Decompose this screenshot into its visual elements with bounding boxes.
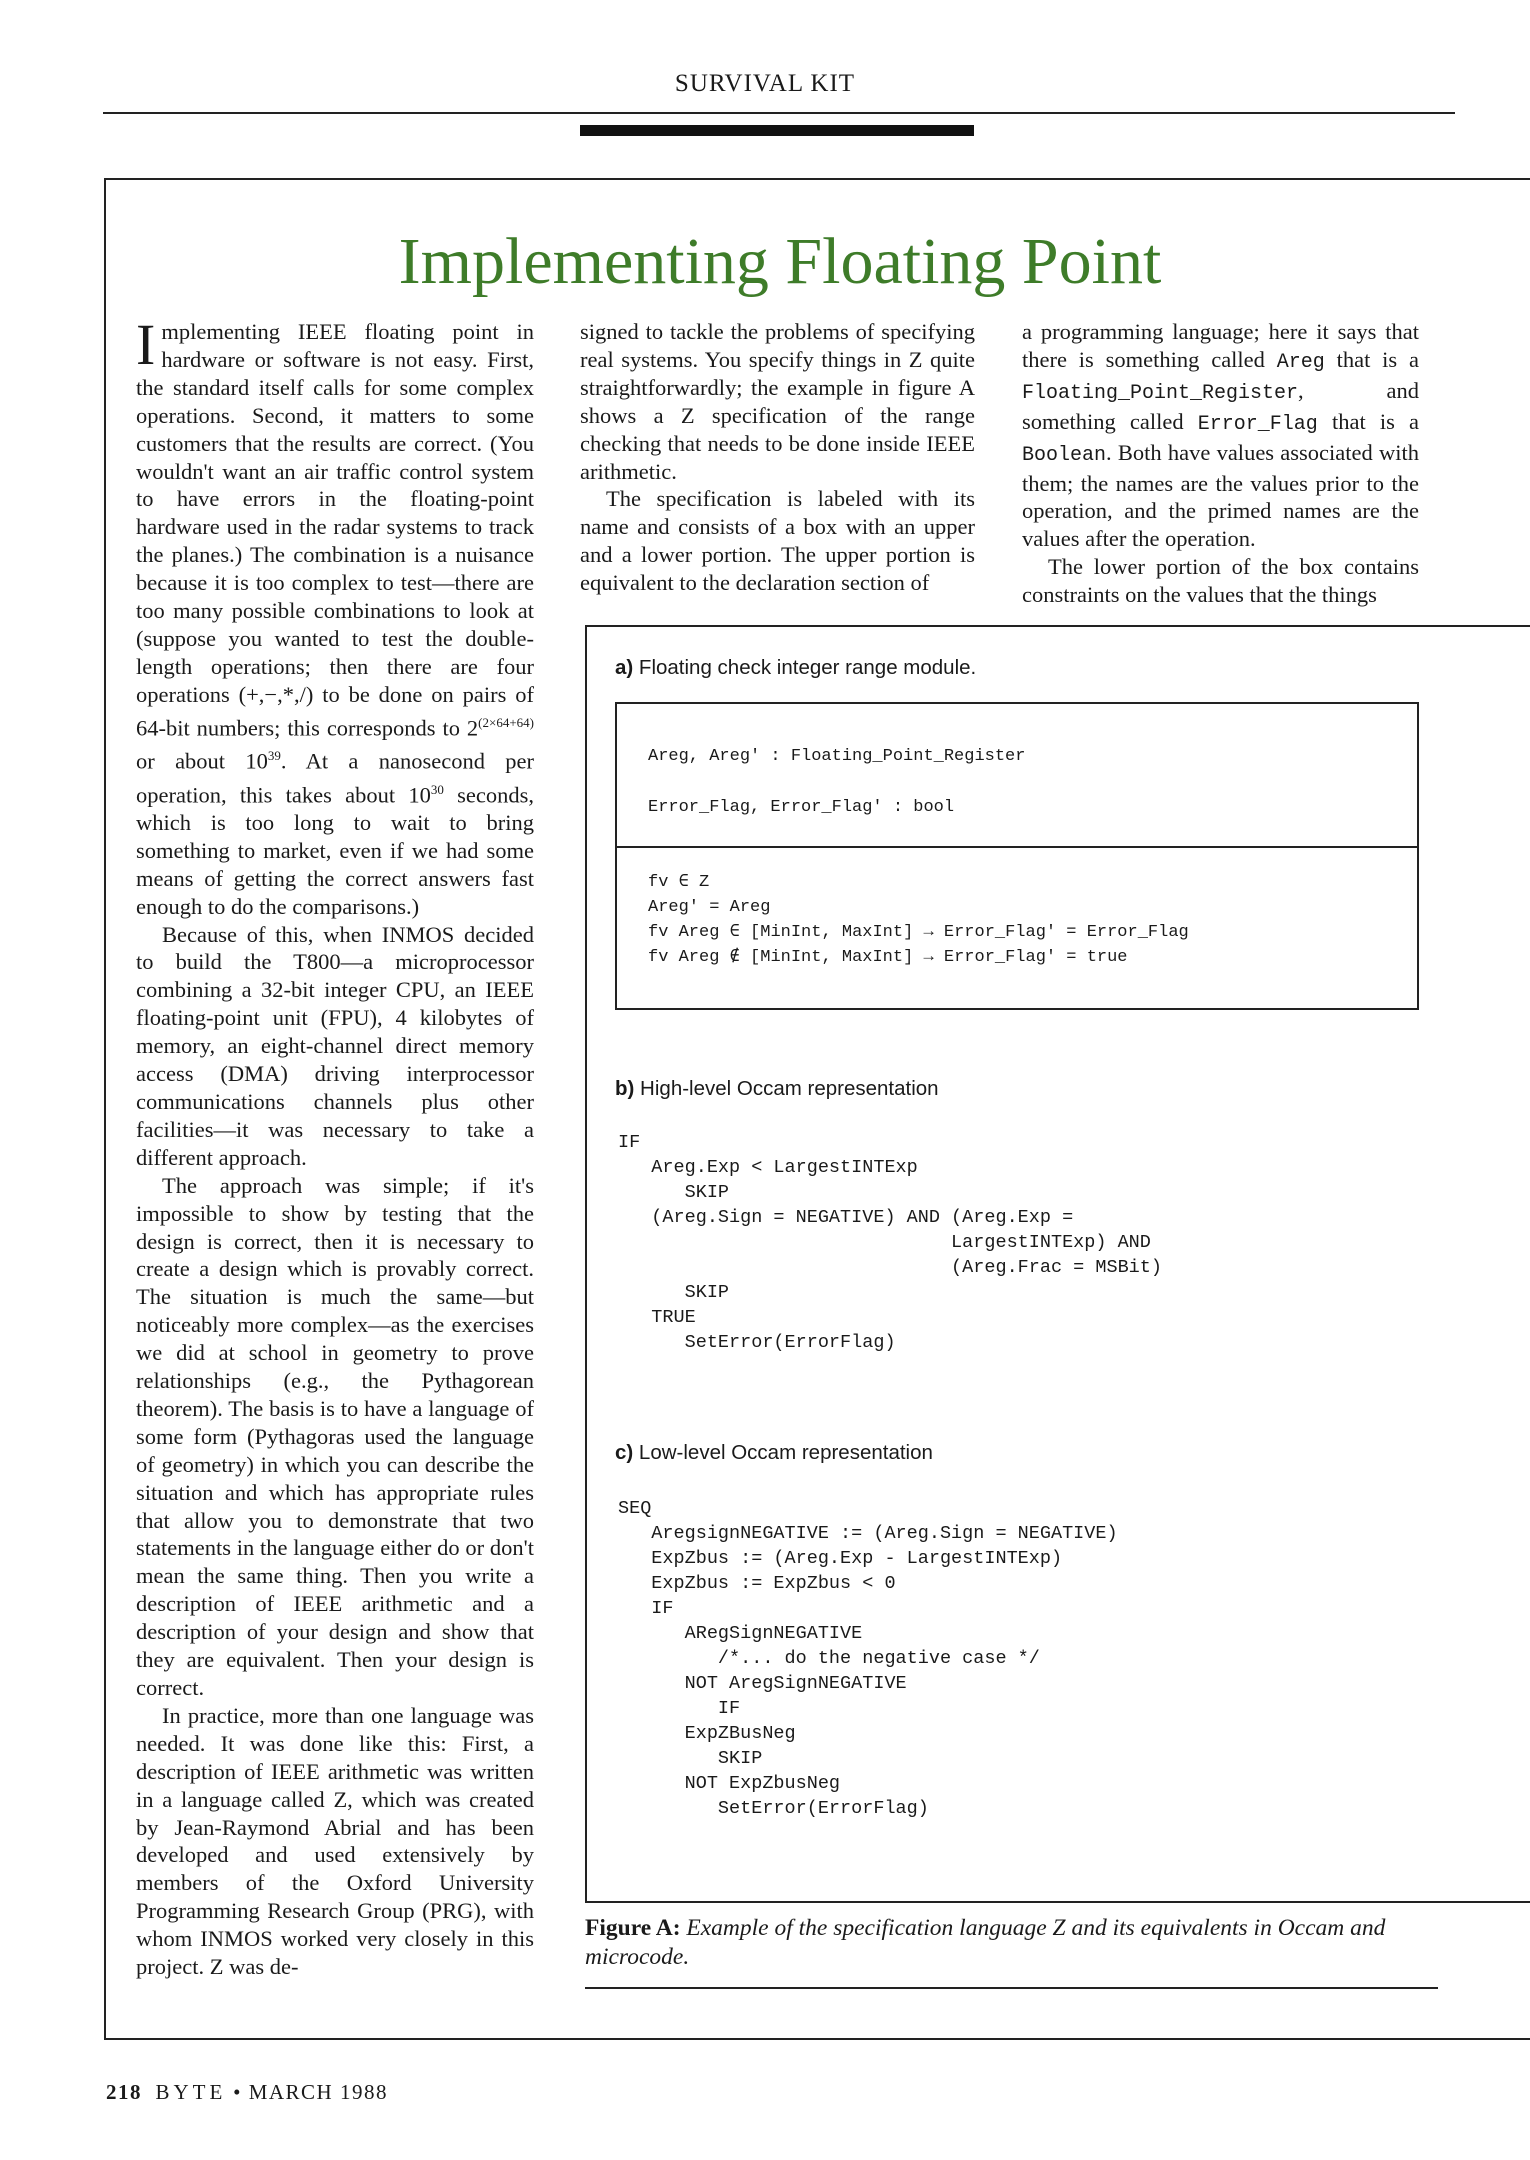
occam-low-level-code: SEQ AregsignNEGATIVE := (Areg.Sign = NEGATIVE) ExpZbus := (Areg.Exp - LargestINTExp) ExpZbus := ExpZbus < 0 IF ARegSignNEGATIVE /*... do the negative case */ NOT AregSignNEGATIVE IF ExpZBusNeg SKIP NOT ExpZbusNeg SetError(ErrorFlag) [618,1498,1118,1819]
paragraph-1: Implementing IEEE floating point in hardware or software is not easy. First, the standard itself calls for some complex operations. Second, it matters to some customers that the results are correct. (You wouldn't want an air traffic control system to have errors in the floating-point hardware used in the radar systems to track the planes.) The combination is a nuisance because it is too complex to test—there are too many possible combinations to look at (suppose you wanted to test the double-length operations; then there are four operations (+,−,*,/) to be done on pairs of 64-bit numbers; this corresponds to $2^{(2\times 64+64)}$ or about $10^{39}$. At a nanosecond per operation, this takes about $10^{30}$ seconds, which is too long to wait to bring something to market, even if we had some means of getting the correct answers fast enough to do the comparisons.) [136,312,534,919]
magazine-name: BYTE [155,2080,227,2104]
paragraph-8: The lower portion of the box contains constraints on the values that the things [1022,554,1419,608]
paragraph-7: a programming language; here it says that there is something called Areg that is a Floating_Point_Register, and something called Error_Flag that is a Boolean. Both have values associated with them; the names are the values prior to the operation, and the primed names are the values after the operation. [1022,319,1420,552]
z-schema-box [615,702,1419,1010]
paragraph-2: Because of this, when INMOS decided to build the T800—a microprocessor combining a 32-bit integer CPU, an IEEE floating-point unit (FPU), 4 kilobytes of memory, an eight-channel direct memory access (DMA) driving interprocessor communications channels plus other facilities—it was necessary to take a different approach. [136,921,534,1170]
z-pred-2: Areg' = Areg [648,898,771,917]
figure-part-b-label: b) High-level Occam representation [615,1077,939,1100]
figure-part-a-label: a) Floating check integer range module. [615,656,977,679]
z-schema-declarations [617,704,1417,848]
page-footer [106,2080,388,2105]
drop-cap: I [136,312,156,377]
paragraph-3: The approach was simple; if it's impossible to show by testing that the design is correct, then it is necessary to create a design which is provably correct. The situation is much the same—but noticeably more complex—as the exercises we did at school in geometry to prove relationships (e.g., the Pythagorean theorem). The basis is to have a language of some form (Pythagoras used the language of geometry) in which you can describe the situation and which has appropriate rules that allow you to demonstrate that two statements in the language either do or don't mean the same thing. Then you write a description of IEEE arithmetic and a description of your design and show that they are equivalent. Then your design is correct. [136,1172,534,1700]
header-rule [103,112,1455,114]
z-schema-predicates [648,870,1189,970]
body-column-1 [136,312,534,1981]
z-pred-1: fv ∈ Z [648,873,710,892]
paragraph-6: The specification is labeled with its name and consists of a box with an upper and a lower portion. The upper portion is equivalent to the declaration section of [580,486,975,596]
page-number: 218 [106,2080,142,2104]
footer-separator: • [233,2080,242,2104]
z-decl-areg: Areg, Areg' : Floating_Point_Register [648,747,1026,766]
figure-caption: Figure A: Example of the specification language Z and its equivalents in Occam and microcode. [585,1915,1386,1970]
running-head: SURVIVAL KIT [674,70,856,97]
issue-date: MARCH 1988 [248,2080,388,2104]
z-pred-3: fv Areg ∈ [MinInt, MaxInt] → Error_Flag' = Error_Flag [648,923,1189,942]
z-pred-4: fv Areg ∉ [MinInt, MaxInt] → Error_Flag' = true [648,948,1128,967]
header-bar [580,125,974,136]
caption-rule [585,1987,1438,1989]
occam-high-level-code: IF Areg.Exp < LargestINTExp SKIP (Areg.Sign = NEGATIVE) AND (Areg.Exp = LargestINTExp) AND (Areg.Frac = MSBit) SKIP TRUE SetError(ErrorFlag) [618,1132,1162,1353]
body-column-3 [1022,318,1419,609]
paragraph-4: In practice, more than one language was needed. It was done like this: First, a description of IEEE arithmetic was written in a language called Z, which was created by Jean-Raymond Abrial and has been developed and used extensively by members of the Oxford University Programming Research Group (PRG), with whom INMOS worked very closely in this project. Z was de- [136,1702,534,1980]
paragraph-5: signed to tackle the problems of specifying real systems. You specify things in Z quite straightforwardly; the example in figure A shows a Z specification of the range checking that needs to be done inside IEEE arithmetic. [580,319,975,484]
figure-part-c-label: c) Low-level Occam representation [615,1441,933,1464]
body-column-2 [580,318,975,597]
article-title: Implementing Floating Point [398,225,1162,298]
z-decl-error-flag: Error_Flag, Error_Flag' : bool [648,798,955,817]
